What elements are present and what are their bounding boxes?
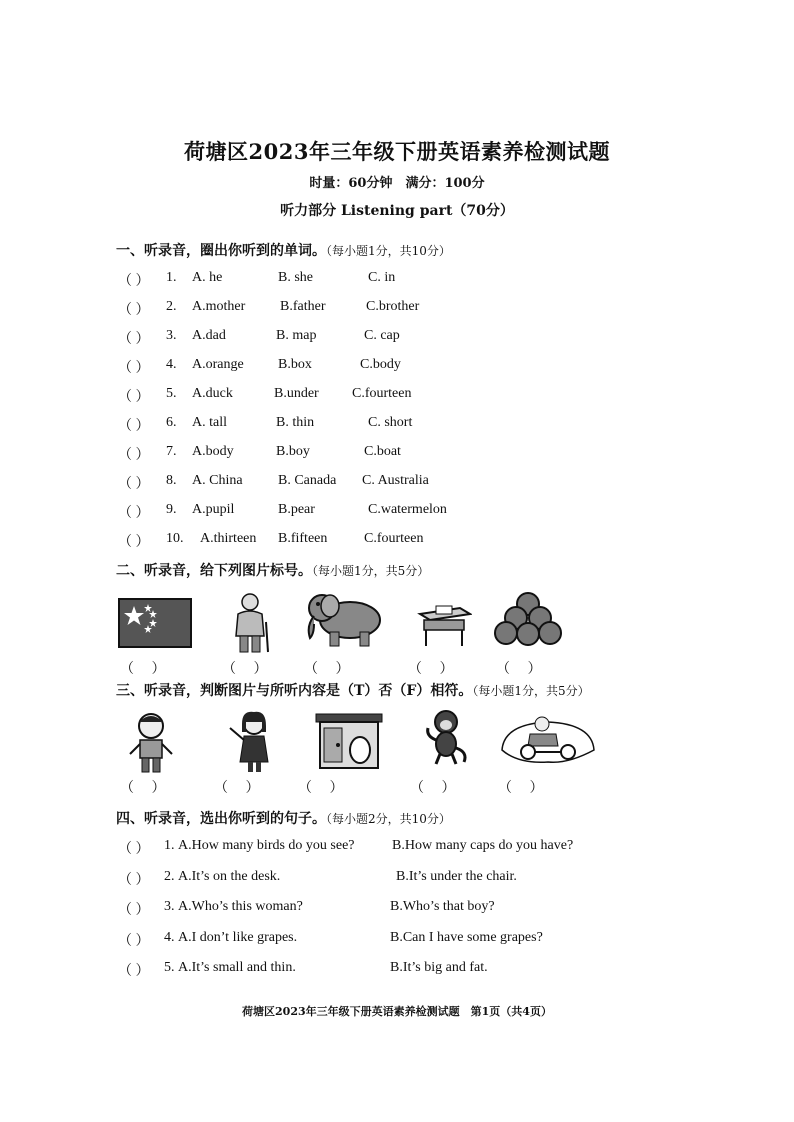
answer-bracket[interactable]: （ ）: [118, 361, 150, 376]
option-c: C. short: [368, 415, 413, 430]
cabinet-with-egg-image: [314, 712, 384, 770]
option-c: C.watermelon: [368, 502, 447, 517]
option-a: A. China: [192, 473, 243, 488]
option-c: C.body: [360, 357, 401, 372]
answer-bracket[interactable]: （ ）: [118, 842, 150, 857]
desk-with-book-image: [416, 600, 472, 648]
answer-bracket[interactable]: （ ）: [410, 781, 456, 796]
answer-bracket[interactable]: （ ）: [118, 390, 150, 405]
option-a: A.It’s on the desk.: [178, 868, 281, 884]
option-a: A.dad: [192, 328, 226, 343]
answer-bracket[interactable]: （ ）: [118, 419, 150, 434]
answer-bracket[interactable]: （ ）: [118, 332, 150, 347]
option-a: A.How many birds do you see?: [178, 838, 355, 853]
elephant-image: [300, 588, 386, 650]
option-b: B.How many caps do you have?: [392, 838, 574, 853]
option-c: C.boat: [364, 444, 401, 459]
answer-bracket[interactable]: （ ）: [498, 781, 544, 796]
option-b: B.under: [274, 386, 319, 401]
answer-bracket[interactable]: （ ）: [120, 781, 166, 796]
man-in-car-image: [498, 710, 598, 768]
question-number: 5.: [166, 386, 177, 401]
question-number: 1.: [164, 838, 175, 853]
old-man-image: [228, 592, 274, 654]
question-number: 3.: [164, 899, 175, 914]
option-c: C.brother: [366, 299, 420, 314]
question-number: 2.: [166, 299, 177, 314]
option-a: A.thirteen: [200, 531, 257, 546]
answer-bracket[interactable]: （ ）: [118, 903, 150, 918]
option-b: B.fifteen: [278, 531, 328, 546]
teacher-woman-image: [228, 710, 278, 774]
answer-bracket[interactable]: （ ）: [118, 303, 150, 318]
answer-bracket[interactable]: （ ）: [118, 506, 150, 521]
option-b: B.father: [280, 299, 326, 314]
question-number: 7.: [166, 444, 177, 459]
section-3-heading: 三、听录音，判断图片与所听内容是（T）否（F）相符。（每小题1分，共5分）: [116, 683, 590, 699]
question-number: 9.: [166, 502, 177, 517]
option-a: A.It’s small and thin.: [178, 960, 296, 975]
section-1-heading: 一、听录音，圈出你听到的单词。（每小题1分，共10分）: [116, 243, 451, 259]
answer-bracket[interactable]: （ ）: [408, 662, 454, 677]
option-b: B. map: [276, 328, 317, 343]
oranges-image: [492, 590, 566, 648]
part-title: 听力部分 Listening part（70分）: [280, 203, 514, 219]
question-number: 1.: [166, 270, 177, 285]
china-flag-image: [118, 598, 192, 648]
section-2-heading: 二、听录音，给下列图片标号。（每小题1分，共5分）: [116, 563, 430, 579]
question-number: 4.: [164, 929, 175, 945]
option-c: C. Australia: [362, 473, 429, 488]
exam-time-score: 时量：60分钟 满分：100分: [309, 176, 485, 191]
question-number: 10.: [166, 531, 184, 546]
option-b: B. Canada: [278, 473, 337, 488]
page-footer: 荷塘区2023年三年级下册英语素养检测试题 第1页（共4页）: [242, 1005, 552, 1018]
answer-bracket[interactable]: （ ）: [120, 662, 166, 677]
option-b: B.pear: [278, 502, 315, 517]
option-b: B.Who’s that boy?: [390, 899, 495, 914]
option-c: C. cap: [364, 328, 400, 343]
monkey-image: [420, 708, 470, 766]
option-c: C.fourteen: [364, 531, 424, 546]
answer-bracket[interactable]: （ ）: [118, 448, 150, 463]
answer-bracket[interactable]: （ ）: [496, 662, 542, 677]
answer-bracket[interactable]: （ ）: [214, 781, 260, 796]
option-a: A.duck: [192, 386, 233, 401]
answer-bracket[interactable]: （ ）: [118, 477, 150, 492]
option-c: C.fourteen: [352, 386, 412, 401]
question-number: 4.: [166, 357, 177, 372]
option-b: B.Can I have some grapes?: [390, 929, 543, 945]
option-b: B.box: [278, 357, 312, 372]
option-a: A.orange: [192, 357, 244, 372]
option-b: B. she: [278, 270, 313, 285]
answer-bracket[interactable]: （ ）: [118, 872, 150, 888]
question-number: 8.: [166, 473, 177, 488]
question-number: 2.: [164, 868, 175, 884]
option-a: A.mother: [192, 299, 246, 314]
option-b: B.boy: [276, 444, 310, 459]
boy-image: [126, 710, 176, 774]
option-c: C. in: [368, 270, 396, 285]
question-number: 6.: [166, 415, 177, 430]
option-a: A.Who’s this woman?: [178, 899, 303, 914]
section-4-heading: 四、听录音，选出你听到的句子。（每小题2分，共10分）: [116, 811, 451, 827]
option-a: A.I don’t like grapes.: [178, 929, 298, 945]
answer-bracket[interactable]: （ ）: [118, 274, 150, 289]
option-a: A.body: [192, 444, 234, 459]
page-title: 荷塘区2023年三年级下册英语素养检测试题: [184, 139, 610, 164]
answer-bracket[interactable]: （ ）: [222, 662, 268, 677]
option-b: B. thin: [276, 415, 315, 430]
answer-bracket[interactable]: （ ）: [298, 781, 344, 796]
option-b: B.It’s under the chair.: [396, 868, 517, 884]
answer-bracket[interactable]: （ ）: [118, 964, 150, 979]
option-b: B.It’s big and fat.: [390, 960, 488, 975]
answer-bracket[interactable]: （ ）: [118, 535, 150, 550]
answer-bracket[interactable]: （ ）: [118, 933, 150, 949]
option-a: A.pupil: [192, 502, 235, 517]
option-a: A. tall: [192, 415, 227, 430]
option-a: A. he: [192, 270, 223, 285]
question-number: 3.: [166, 328, 177, 343]
question-number: 5.: [164, 960, 175, 975]
answer-bracket[interactable]: （ ）: [304, 662, 350, 677]
